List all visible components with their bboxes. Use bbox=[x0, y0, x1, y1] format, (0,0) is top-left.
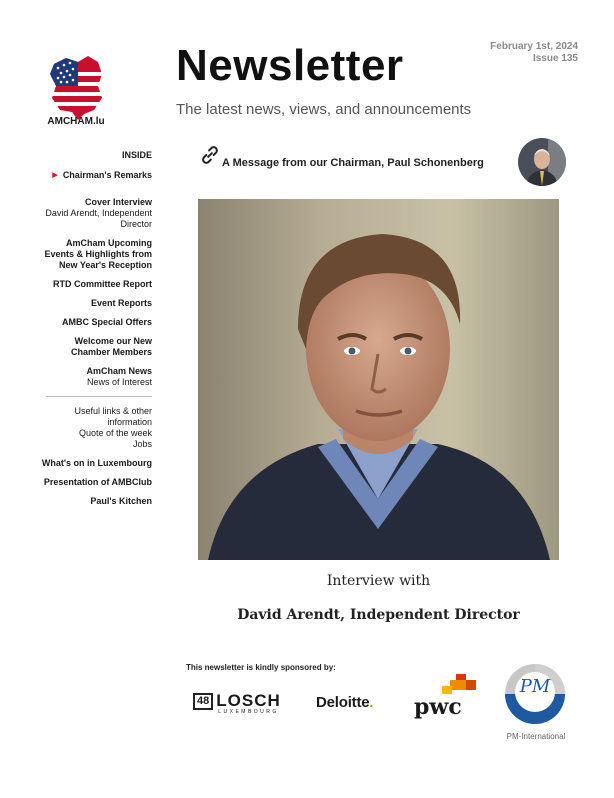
deloitte-logo[interactable] bbox=[316, 694, 373, 711]
toc-item-useful-links[interactable] bbox=[40, 406, 152, 428]
toc-item-event-reports[interactable] bbox=[40, 298, 152, 309]
link-icon[interactable] bbox=[199, 144, 221, 166]
toc-item-title: AmCham News bbox=[86, 366, 152, 376]
cover-interview-portrait bbox=[198, 199, 559, 560]
losch-logo[interactable] bbox=[193, 693, 281, 716]
losch-number: 48 bbox=[193, 693, 213, 710]
toc-item-new-members[interactable] bbox=[40, 336, 152, 358]
toc-item-title: RTD Committee Report bbox=[52, 279, 152, 289]
toc-item-title: Welcome our New Chamber Members bbox=[70, 336, 152, 357]
toc-item-ambclub[interactable] bbox=[40, 477, 152, 488]
toc-item-title: Cover Interview bbox=[84, 197, 152, 207]
pm-letters: PM bbox=[519, 676, 551, 697]
sponsor-intro: This newsletter is kindly sponsored by: bbox=[186, 663, 336, 672]
issue-number: Issue 135 bbox=[532, 53, 578, 64]
toc-item-amcham-news[interactable] bbox=[40, 366, 152, 388]
toc-item-subtitle: News of Interest bbox=[86, 377, 152, 387]
losch-sub: LUXEMBOURG bbox=[218, 709, 279, 715]
cover-caption-line1: Interview with bbox=[326, 573, 431, 589]
newsletter-title: Newsletter bbox=[176, 41, 404, 90]
toc-item-subtitle: Useful links & other information bbox=[74, 406, 152, 427]
toc-item-title: Paul's Kitchen bbox=[90, 496, 152, 506]
toc-item-subtitle: David Arendt, Independent Director bbox=[45, 208, 152, 229]
toc-item-subtitle: Jobs bbox=[132, 439, 152, 449]
toc-item-label: Chairman's Remarks bbox=[62, 170, 152, 180]
toc-item-title: Event Reports bbox=[90, 298, 152, 308]
pwc-text: pwc bbox=[414, 694, 462, 720]
toc-item-whats-on[interactable] bbox=[40, 458, 152, 469]
toc-item-upcoming-events[interactable] bbox=[40, 238, 152, 271]
toc-item-quote[interactable] bbox=[40, 428, 152, 439]
issue-date: February 1st, 2024 bbox=[490, 41, 578, 52]
toc-item-title: Presentation of AMBClub bbox=[43, 477, 152, 487]
newsletter-subtitle: The latest news, views, and announcements bbox=[176, 101, 472, 118]
deloitte-text: Deloitte bbox=[316, 694, 370, 711]
toc-item-title: AmCham Upcoming Events & Highlights from New Year's Reception bbox=[44, 238, 152, 270]
toc-item-cover-interview[interactable] bbox=[40, 197, 152, 230]
toc-item-chairmans-remarks[interactable] bbox=[40, 170, 152, 181]
logo-text: AMCHAM.lu bbox=[47, 116, 105, 127]
chairman-message-link[interactable]: A Message from our Chairman, Paul Schonenberg bbox=[222, 157, 484, 169]
toc-item-title: AMBC Special Offers bbox=[61, 317, 152, 327]
cover-caption-line2: David Arendt, Independent Director bbox=[237, 607, 520, 623]
losch-name: LOSCH bbox=[216, 691, 281, 710]
toc-item-ambc-offers[interactable] bbox=[40, 317, 152, 328]
pwc-logo[interactable] bbox=[414, 690, 478, 730]
toc-item-subtitle: Quote of the week bbox=[78, 428, 152, 438]
amcham-flag-logo-icon[interactable] bbox=[48, 54, 104, 120]
toc-heading: INSIDE bbox=[121, 150, 152, 160]
toc-item-rtd-committee[interactable] bbox=[40, 279, 152, 290]
deloitte-dot: . bbox=[369, 694, 374, 711]
chairman-portrait bbox=[518, 138, 566, 186]
toc-item-pauls-kitchen[interactable] bbox=[40, 496, 152, 507]
toc-item-jobs[interactable] bbox=[40, 439, 152, 450]
toc-divider bbox=[46, 396, 152, 397]
table-of-contents bbox=[40, 150, 152, 515]
pm-international-name: PM-International bbox=[506, 732, 566, 741]
toc-item-title: What's on in Luxembourg bbox=[41, 458, 152, 468]
